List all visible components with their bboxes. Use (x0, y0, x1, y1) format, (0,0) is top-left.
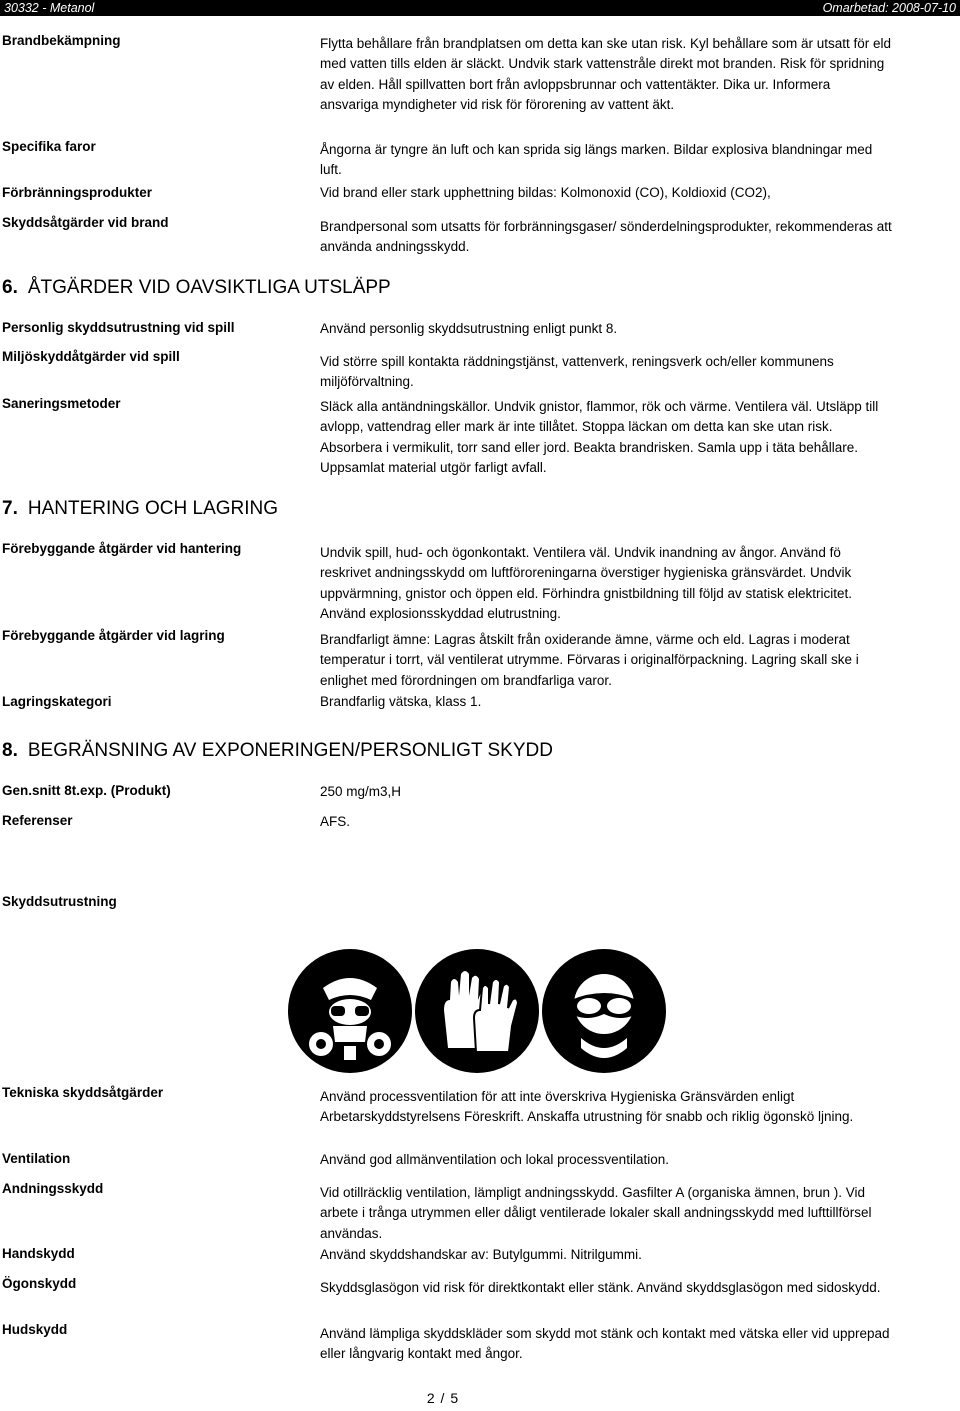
row-label-gen-snitt: Gen.snitt 8t.exp. (Produkt) (2, 783, 171, 798)
row-value-miljoskydd: Vid större spill kontakta räddningstjänst, vattenverk, reningsverk och/eller kommunens miljöförvaltning. (320, 354, 834, 390)
section-number: 8. (2, 740, 18, 761)
section-heading-6 (2, 276, 391, 300)
row-value-ogonskydd: Skyddsglasögon vid risk för direktkontakt eller stänk. Använd skyddsglasögon med sidoskydd. (320, 1280, 881, 1295)
current-page: 2 (426, 1390, 435, 1406)
section-title: BEGRÄNSNING AV EXPONERINGEN/PERSONLIGT SKYDD (27, 740, 553, 761)
row-value-referenser: AFS. (320, 814, 351, 829)
row-value-forebyggande-lagring: Brandfarligt ämne: Lagras åtskilt från oxiderande ämne, värme och eld. Lagras i moderat temperatur i torrt, väl ventilerat utrymme. Förvaras i originalförpackning. Lagring skall ske i enlighet med förordningen om brandfarliga varor. (320, 632, 859, 688)
row-label-personlig-skyddsutrustning: Personlig skyddsutrustning vid spill (2, 320, 235, 335)
respirator-icon (288, 949, 412, 1073)
row-label-tekniska-skyddsatgarder: Tekniska skyddsåtgärder (2, 1085, 164, 1100)
section-title: HANTERING OCH LAGRING (27, 498, 279, 519)
row-label-forbranningsprodukter: Förbränningsprodukter (2, 185, 153, 200)
row-value-lagringskategori: Brandfarlig vätska, klass 1. (320, 694, 482, 709)
page-separator-slash: / (440, 1390, 445, 1406)
total-pages: 5 (450, 1390, 459, 1406)
row-value-hudskydd: Använd lämpliga skyddskläder som skydd mot stänk och kontakt med vätska eller vid upprepad eller långvarig kontakt med ångor. (320, 1326, 890, 1362)
row-value-saneringsmetoder: Släck alla antändningskällor. Undvik gnistor, flammor, rök och värme. Ventilera väl. Utsläpp till avlopp, vattendrag eller mark är inte tillåtet. Stoppa läckan om detta kan ske utan risk. Absorbera i vermikulit, torr sand eller jord. Beakta brandrisken. Samla upp i täta behållare. Uppsamlat material utgör farligt avfall. (320, 399, 879, 475)
row-label-brandbekampning: Brandbekämpning (2, 33, 121, 48)
row-value-ventilation: Använd god allmänventilation och lokal processventilation. (320, 1152, 669, 1167)
row-value-brandbekampning: Flytta behållare från brandplatsen om detta kan ske utan risk. Kyl behållare som är utsatt för eld med vatten tills elden är släckt. Undvik stark vattenstråle direkt mot branden. Risk för spridning av elden. Håll spillvatten bort från avloppsbrunnar och vattentäkter. Dika ur. Informera ansvariga myndigheter vid risk för förorening av vattent äkt. (320, 36, 892, 112)
row-value-handskydd: Använd skyddshandskar av: Butylgummi. Nitrilgummi. (320, 1247, 642, 1262)
row-label-ogonskydd: Ögonskydd (2, 1276, 77, 1291)
row-label-andningsskydd: Andningsskydd (2, 1181, 104, 1196)
row-value-forebyggande-hantering: Undvik spill, hud- och ögonkontakt. Ventilera väl. Undvik inandning av ångor. Använd fö reskrivet andningsskydd om luftföroreningarna överstiger hygieniska gränsvärdet. Undvik uppvärmning, gnistor och öppen eld. Förhindra gnistbildning till följd av statisk elektricitet. Använd explosionsskyddad elutrustning. (320, 545, 853, 621)
document-title: 30332 - Metanol (4, 1, 95, 15)
skyddsutrustning-label: Skyddsutrustning (2, 894, 117, 909)
gloves-icon (415, 949, 539, 1073)
section-heading-8 (2, 739, 553, 763)
row-value-forbranningsprodukter: Vid brand eller stark upphettning bildas: Kolmonoxid (CO), Koldioxid (CO2), (320, 185, 771, 200)
row-label-skyddsatgarder-vid-brand: Skyddsåtgärder vid brand (2, 215, 169, 230)
row-value-gen-snitt: 250 mg/m3,H (320, 784, 402, 799)
section-number: 6. (2, 277, 18, 298)
row-label-lagringskategori: Lagringskategori (2, 694, 112, 709)
section-title: ÅTGÄRDER VID OAVSIKTLIGA UTSLÄPP (27, 277, 391, 298)
section-heading-7 (2, 497, 278, 521)
row-label-ventilation: Ventilation (2, 1151, 71, 1166)
row-label-handskydd: Handskydd (2, 1246, 75, 1261)
row-label-saneringsmetoder: Saneringsmetoder (2, 396, 121, 411)
ppe-icons (287, 948, 667, 1074)
row-value-personlig-skyddsutrustning: Använd personlig skyddsutrustning enligt punkt 8. (320, 321, 618, 336)
row-value-andningsskydd: Vid otillräcklig ventilation, lämpligt andningsskydd. Gasfilter A (organiska ämnen, brun ). Vid arbete i trånga utrymmen eller dåligt ventilerade lokaler skall andningsskydd med lufttillförsel användas. (320, 1185, 872, 1241)
row-label-forebyggande-hantering: Förebyggande åtgärder vid hantering (2, 541, 242, 556)
row-label-referenser: Referenser (2, 813, 73, 828)
page-number (0, 1388, 885, 1408)
row-label-hudskydd: Hudskydd (2, 1322, 68, 1337)
revision-date: Omarbetad: 2008-07-10 (822, 1, 956, 15)
document-header (0, 0, 960, 16)
row-value-specifika-faror: Ångorna är tyngre än luft och kan sprida sig längs marken. Bildar explosiva blandningar med luft. (320, 142, 873, 178)
row-value-skyddsatgarder-vid-brand: Brandpersonal som utsatts för forbränningsgaser/ sönderdelningsprodukter, rekommenderas att använda andningsskydd. (320, 219, 892, 255)
goggles-icon (542, 949, 666, 1073)
row-value-tekniska-skyddsatgarder: Använd processventilation för att inte överskriva Hygieniska Gränsvärden enligt Arbetarskyddstyrelsens Föreskrift. Anskaffa utrustning för snabb och riklig ögonskö ljning. (320, 1089, 854, 1125)
section-number: 7. (2, 498, 18, 519)
row-label-forebyggande-lagring: Förebyggande åtgärder vid lagring (2, 628, 225, 643)
row-label-specifika-faror: Specifika faror (2, 139, 96, 154)
row-label-miljoskydd: Miljöskyddåtgärder vid spill (2, 349, 180, 364)
